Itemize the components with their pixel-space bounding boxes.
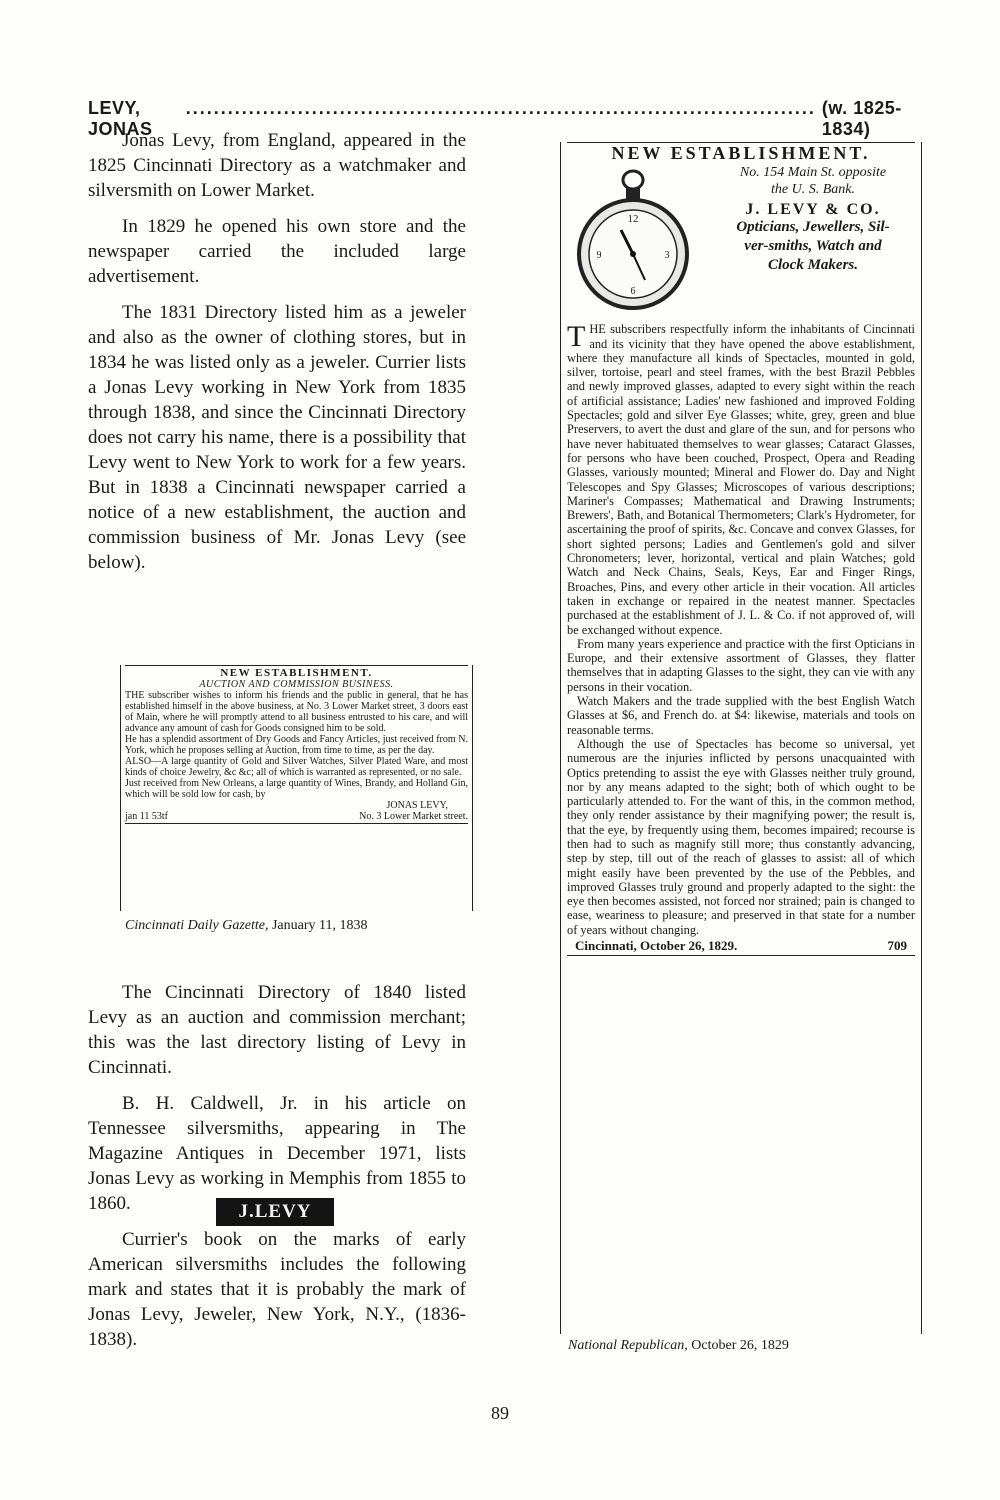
advert-footer-number: 709 — [887, 938, 907, 954]
page-number: 89 — [491, 1403, 509, 1423]
advert-paragraph: Watch Makers and the trade supplied with the best English Watch Glasses at $6, and French do. at $4: likewise, materials and tools on reasonable terms. — [567, 694, 915, 737]
clipping-paragraph: ALSO—A large quantity of Gold and Silver Watches, Silver Plated Ware, and most kinds of choice Jewelry, &c &c; all of which is warranted as represented, or no sale. — [125, 756, 468, 778]
clipping-caption-2 — [568, 1338, 928, 1354]
trade-line: Opticians, Jewellers, Sil- — [736, 219, 890, 236]
newspaper-clipping-1838 — [120, 665, 473, 911]
paragraph: B. H. Caldwell, Jr. in his article on Tennessee silversmiths, appearing in The Magazine Antiques in December 1971, lists Jonas Levy as working in Memphis from 1855 to 1860. — [88, 1093, 466, 1214]
paragraph: The 1831 Directory listed him as a jeweler and also as the owner of clothing stores, but in 1834 he was listed only as a jeweler. Currier lists a Jonas Levy working in New York from 1835 through 1838, and since the Cincinnati Directory does not carry his name, there is a possibility that Levy went to New York to work for a few years. But in 1838 a Cincinnati newspaper carried a notice of a new establishment, the auction and commission business of Mr. Jonas Levy (see below). — [88, 302, 466, 573]
advert-paragraph: THE subscribers respectfully inform the inhabitants of Cincinnati and its vicinity that they have opened the above establishment, where they manufacture all kinds of Spectacles, mounted in gold, silver, tortoise, pearl and steel frames, with the best Brazil Pebbles and newly improved glasses, adapted to every sight within the reach of artificial assistance; Ladies' new fashioned and improved Folding Spectacles; gold and silver Eye Glasses; white, grey, green and blue Preservers, to avert the dust and glare of the sun, and for persons who have never habituated themselves to wear glasses; Cataract Glasses, for persons who have been couched, Prospect, Opera and Reading Glasses, variously mounted; Mineral and Flower do. Day and Night Telescopes and Spy Glasses; Microscopes of various descriptions; Mariner's Compasses; Mathematical and Drawing Instruments; Brewers', Bath, and Botanical Thermometers; Clark's Hydrometer, for ascertaining the proof of spirits, &c. Concave and convex Glasses, for short sighted persons; Ladies and Gentlemen's gold and silver Chronometers; lever, horizontal, vertical and plain Watches; gold Watch and Neck Chains, Seals, Keys, Ear and Finger Rings, Broaches, Pins, and every other article in their vocation. All articles taken in exchange or repaired in the neatest manner. Spectacles purchased at the establishment of J. L. & Co. if not approved of, will be exchanged without expence. — [567, 320, 915, 637]
clipping-subtitle: AUCTION AND COMMISSION BUSINESS. — [199, 679, 394, 690]
firm-name: J. LEVY & CO. — [745, 201, 881, 219]
paragraph: Currier's book on the marks of early American silversmiths includes the following mark and states that it is probably the mark of Jonas Levy, Jeweler, New York, N.Y., (1836-1838). — [88, 1229, 466, 1350]
advert-footer-date: Cincinnati, October 26, 1829. — [575, 938, 738, 954]
clipping-paragraph: THE subscriber wishes to inform his friends and the public in general, that he has established himself in the above business, at No. 3 Lower Market street, 3 doors east of Main, where he will promptly attend to all business entrusted to his care, and will advance any amount of cash for Goods consigned him to be sold. — [125, 690, 468, 734]
clipping-paragraph: He has a splendid assortment of Dry Goods and Fancy Articles, just received from N. York, which he proposes selling at Auction, from time to time, as per the day. — [125, 734, 468, 756]
svg-text:6: 6 — [630, 286, 636, 298]
clipping-signer: JONAS LEVY, — [386, 800, 448, 811]
svg-text:3: 3 — [664, 250, 670, 262]
paragraph: Jonas Levy, from England, appeared in the 1825 Cincinnati Directory as a watchmaker and silversmith on Lower Market. — [88, 130, 466, 201]
advert-heading-block — [567, 164, 915, 322]
caption-date: October 26, 1829 — [691, 1338, 789, 1353]
address-line: the U. S. Bank. — [771, 182, 855, 198]
caption-date: January 11, 1838 — [271, 918, 368, 933]
clipping-footer — [125, 811, 468, 824]
clipping-paragraph: Just received from New Orleans, a large quantity of Wines, Brandy, and Holland Gin, which will be sold low for cash, by — [125, 778, 468, 800]
entry-name: LEVY, JONAS — [88, 98, 153, 139]
clipping-footer-right: No. 3 Lower Market street. — [359, 811, 468, 822]
advert-footer — [567, 937, 915, 956]
clipping-title: NEW ESTABLISHMENT. — [567, 142, 915, 160]
left-column-text — [88, 128, 466, 586]
trade-line: Clock Makers. — [768, 257, 858, 274]
advert-address — [713, 164, 913, 275]
advert-paragraph: From many years experience and practice with the first Opticians in Europe, and their extensive assortment of Glasses, they flatter themselves that in adapting Glasses to the sight, they can vie with any persons in their vocation. — [567, 636, 915, 694]
clipping-footer-left: jan 11 53tf — [125, 811, 168, 822]
svg-text:9: 9 — [596, 250, 602, 262]
trade-line: ver-smiths, Watch and — [744, 238, 882, 255]
svg-text:12: 12 — [627, 213, 639, 226]
newspaper-clipping-1829 — [560, 142, 922, 1334]
entry-dates: (w. 1825-1834) — [821, 98, 902, 139]
caption-paper: National Republican, — [568, 1338, 688, 1353]
paragraph: The Cincinnati Directory of 1840 listed Levy as an auction and commission merchant; this was the last directory listing of Levy in Cincinnati. — [88, 982, 466, 1078]
paragraph: In 1829 he opened his own store and the newspaper carried the included large advertisement. — [88, 216, 466, 287]
advert-paragraph: Although the use of Spectacles has become so universal, yet numerous are the injuries inflicted by persons unacquainted with Optics pretending to assist the eye with Glasses neither truly ground, nor by any means adapted to the sight; both of which ought to be particularly attended to. For the want of this, in the common method, they only render assistance by their magnifying power; the result is, that the eye, by frequently using them, becomes impaired; recourse is then had to such as magnify still more; thus constantly advancing, step by step, till out of the reach of glasses to assist: all of which might easily have been prevented by the use of the Pebbles, and improved Glasses truly ground and properly adapted to the sight: the eye then becomes assisted, not forced nor strained; pain is changed to ease, weariness to pleasure; and preserved in that state for a number of years without changing. — [567, 736, 915, 937]
caption-paper: Cincinnati Daily Gazette, — [125, 918, 269, 933]
maker-mark: J.LEVY — [216, 1198, 334, 1226]
advert-body — [567, 322, 915, 937]
pocket-watch-icon — [573, 168, 693, 318]
left-column-text-lower — [88, 980, 466, 1363]
leader-dots: .......................................................................................... — [185, 98, 816, 118]
address-line: No. 154 Main St. opposite — [739, 165, 887, 181]
clipping-title: NEW ESTABLISHMENT. — [125, 665, 468, 679]
clipping-caption-1 — [125, 918, 475, 934]
